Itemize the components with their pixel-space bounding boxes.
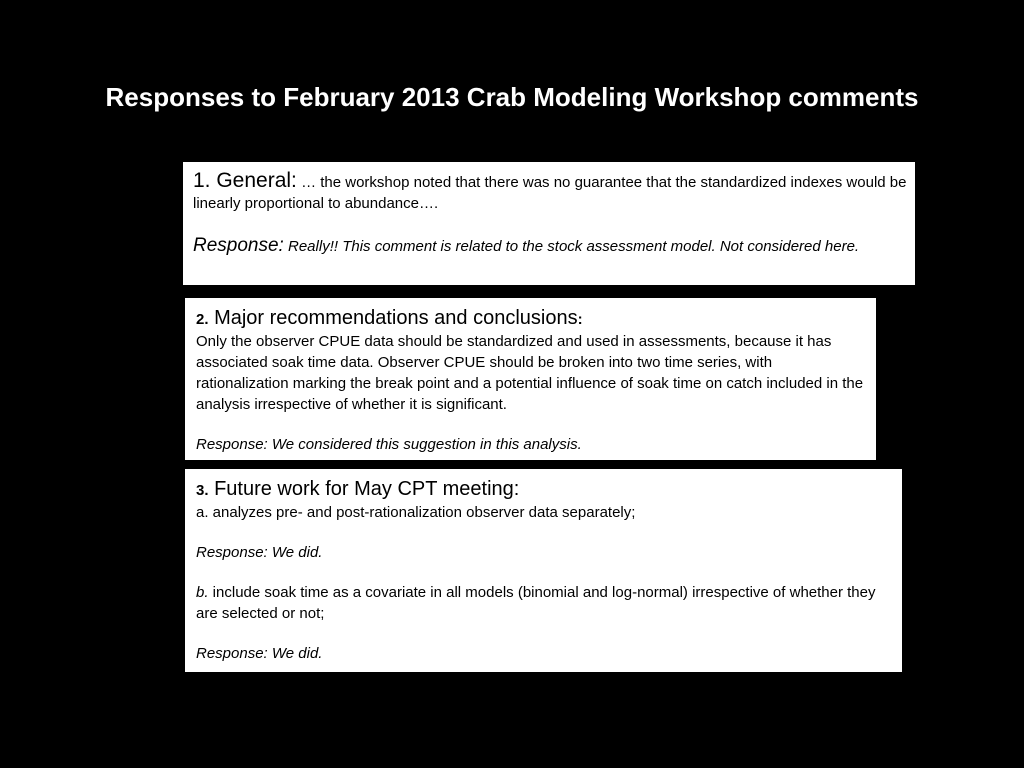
future-number: 3. xyxy=(196,482,209,499)
general-heading: 1. General: xyxy=(193,169,297,192)
future-response-b: Response: We did. xyxy=(196,645,323,662)
general-response xyxy=(193,235,907,257)
future-work-box xyxy=(185,469,902,672)
major-number: 2. xyxy=(196,311,209,328)
future-heading-text: Future work for May CPT meeting: xyxy=(208,478,520,500)
general-text: … the workshop noted that there was no guarantee that the standardized indexes would be linearly proportional to abundance…. xyxy=(193,174,907,212)
slide-title: Responses to February 2013 Crab Modeling Workshop comments xyxy=(105,82,919,112)
major-heading xyxy=(196,307,868,331)
future-heading xyxy=(196,478,894,502)
spacer xyxy=(196,523,894,542)
future-item-b xyxy=(196,582,894,624)
general-comment xyxy=(193,170,907,214)
general-comment-box xyxy=(183,162,915,285)
major-text: Only the observer CPUE data should be standardized and used in assessments, because it has associated soak time data. Observer CPUE should be broken into two time series, with rationalization marking the break point and a potential influence of soak time on catch included in the analysis irrespective of whether it is significant. xyxy=(196,333,864,413)
spacer xyxy=(196,415,868,434)
future-item-b-label: b. xyxy=(196,584,209,601)
major-heading-text: Major recommendations and conclusions xyxy=(208,307,578,329)
general-response-label: Response: xyxy=(193,235,284,256)
spacer xyxy=(196,563,894,582)
major-heading-colon: : xyxy=(577,311,583,328)
spacer xyxy=(196,624,894,643)
future-response-a: Response: We did. xyxy=(196,544,323,561)
major-response: Response: We considered this suggestion in this analysis. xyxy=(196,436,582,453)
future-item-a: a. analyzes pre- and post-rationalization observer data separately; xyxy=(196,504,636,521)
major-recommendations-box xyxy=(185,298,876,460)
future-item-b-text: include soak time as a covariate in all models (binomial and log-normal) irrespective of whether they are selected or not; xyxy=(196,584,876,622)
general-response-text: Really!! This comment is related to the stock assessment model. Not considered here. xyxy=(283,238,860,255)
spacer xyxy=(193,214,907,235)
